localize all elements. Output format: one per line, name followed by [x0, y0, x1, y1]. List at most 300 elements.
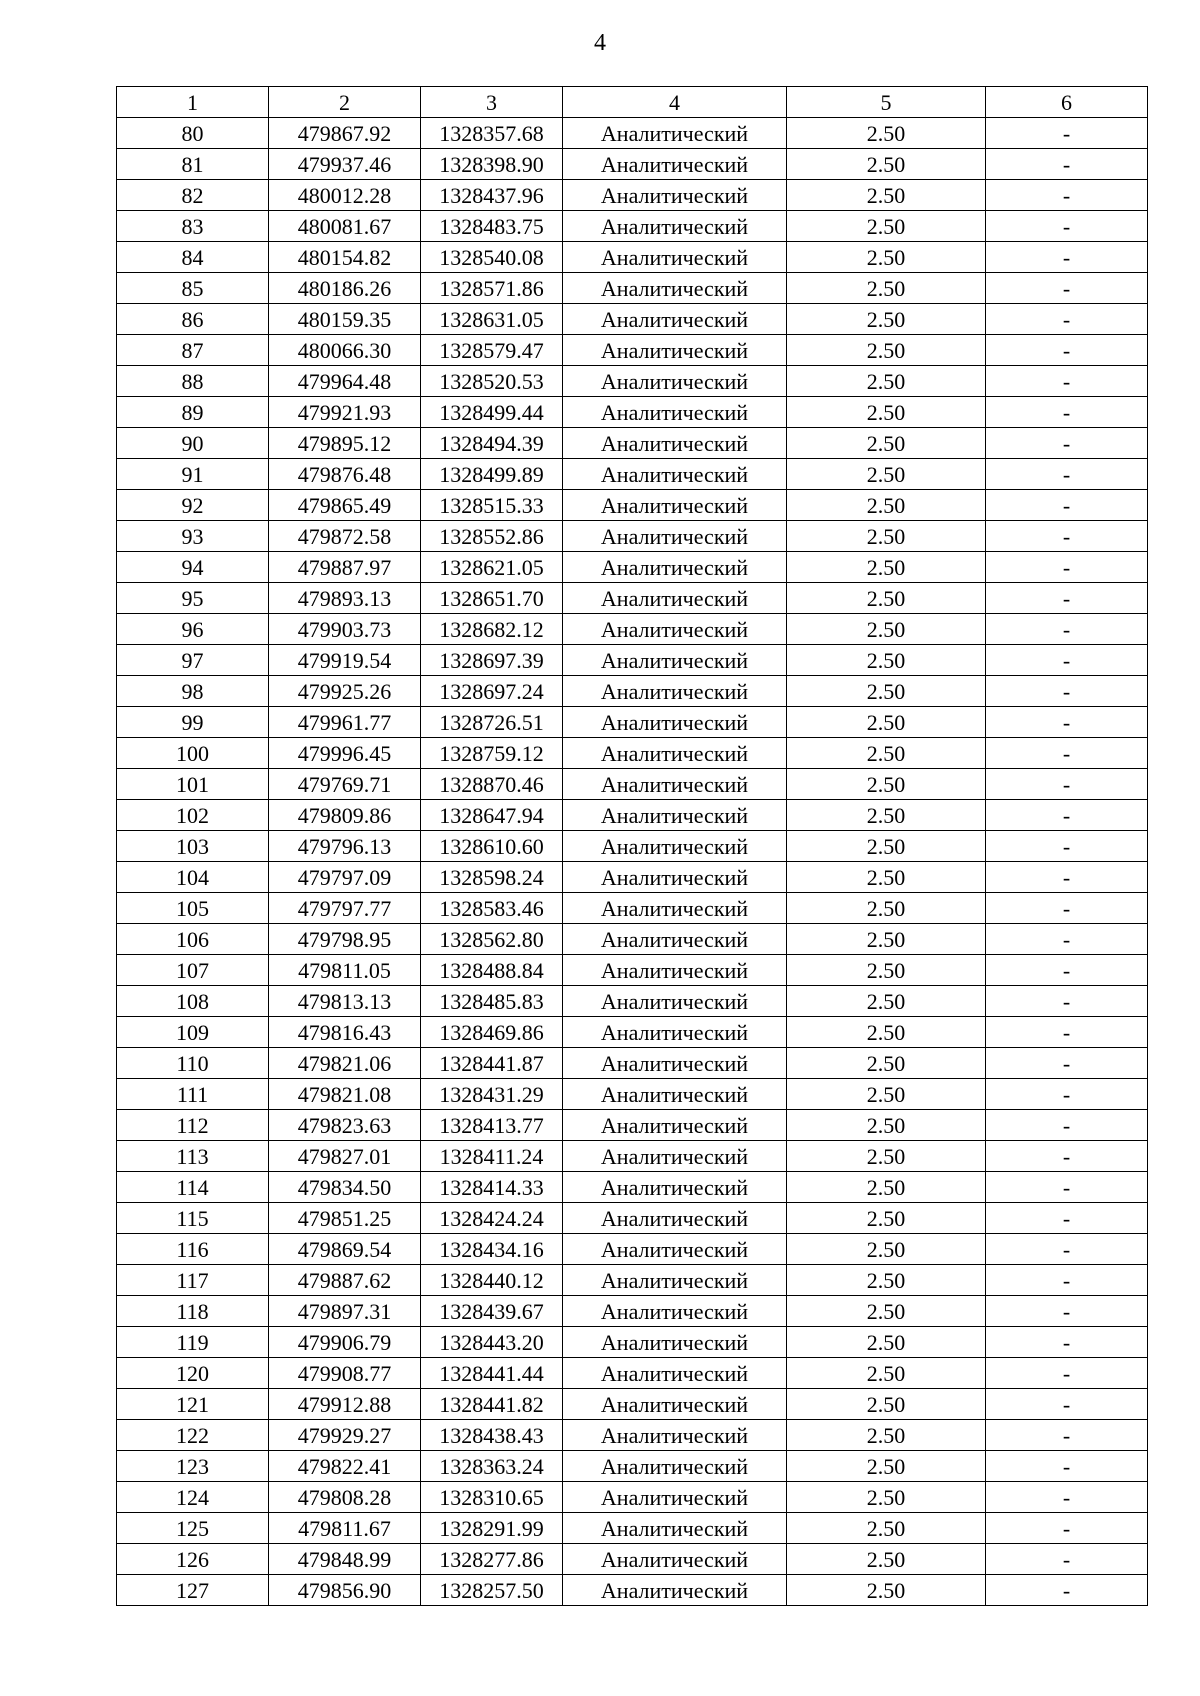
method-cell: Аналитический	[563, 118, 787, 149]
point-number-cell: 98	[117, 676, 269, 707]
x-coordinate-cell: 479797.77	[269, 893, 421, 924]
point-number-cell: 111	[117, 1079, 269, 1110]
y-coordinate-cell: 1328621.05	[421, 552, 563, 583]
accuracy-cell: 2.50	[787, 521, 986, 552]
point-number-cell: 115	[117, 1203, 269, 1234]
point-number-cell: 94	[117, 552, 269, 583]
x-coordinate-cell: 479887.62	[269, 1265, 421, 1296]
table-row	[117, 800, 1148, 831]
table-row	[117, 924, 1148, 955]
x-coordinate-cell: 479798.95	[269, 924, 421, 955]
point-number-cell: 85	[117, 273, 269, 304]
y-coordinate-cell: 1328469.86	[421, 1017, 563, 1048]
table-row	[117, 583, 1148, 614]
y-coordinate-cell: 1328440.12	[421, 1265, 563, 1296]
method-cell: Аналитический	[563, 1327, 787, 1358]
y-coordinate-cell: 1328571.86	[421, 273, 563, 304]
method-cell: Аналитический	[563, 459, 787, 490]
method-cell: Аналитический	[563, 366, 787, 397]
table-row	[117, 1048, 1148, 1079]
method-cell: Аналитический	[563, 1141, 787, 1172]
point-number-cell: 97	[117, 645, 269, 676]
y-coordinate-cell: 1328562.80	[421, 924, 563, 955]
y-coordinate-cell: 1328439.67	[421, 1296, 563, 1327]
method-cell: Аналитический	[563, 552, 787, 583]
point-number-cell: 112	[117, 1110, 269, 1141]
x-coordinate-cell: 479912.88	[269, 1389, 421, 1420]
y-coordinate-cell: 1328443.20	[421, 1327, 563, 1358]
table-row	[117, 1296, 1148, 1327]
x-coordinate-cell: 479869.54	[269, 1234, 421, 1265]
point-number-cell: 121	[117, 1389, 269, 1420]
method-cell: Аналитический	[563, 1358, 787, 1389]
x-coordinate-cell: 479876.48	[269, 459, 421, 490]
note-cell: -	[986, 986, 1148, 1017]
table-row	[117, 955, 1148, 986]
note-cell: -	[986, 242, 1148, 273]
accuracy-cell: 2.50	[787, 1544, 986, 1575]
note-cell: -	[986, 645, 1148, 676]
note-cell: -	[986, 738, 1148, 769]
note-cell: -	[986, 490, 1148, 521]
method-cell: Аналитический	[563, 645, 787, 676]
point-number-cell: 86	[117, 304, 269, 335]
point-number-cell: 102	[117, 800, 269, 831]
accuracy-cell: 2.50	[787, 273, 986, 304]
table-row	[117, 986, 1148, 1017]
accuracy-cell: 2.50	[787, 1048, 986, 1079]
accuracy-cell: 2.50	[787, 366, 986, 397]
note-cell: -	[986, 1017, 1148, 1048]
x-coordinate-cell: 479865.49	[269, 490, 421, 521]
x-coordinate-cell: 479811.67	[269, 1513, 421, 1544]
x-coordinate-cell: 479823.63	[269, 1110, 421, 1141]
accuracy-cell: 2.50	[787, 118, 986, 149]
y-coordinate-cell: 1328583.46	[421, 893, 563, 924]
x-coordinate-cell: 479769.71	[269, 769, 421, 800]
x-coordinate-cell: 479867.92	[269, 118, 421, 149]
point-number-cell: 122	[117, 1420, 269, 1451]
point-number-cell: 103	[117, 831, 269, 862]
method-cell: Аналитический	[563, 614, 787, 645]
note-cell: -	[986, 428, 1148, 459]
table-row	[117, 1544, 1148, 1575]
y-coordinate-cell: 1328540.08	[421, 242, 563, 273]
y-coordinate-cell: 1328631.05	[421, 304, 563, 335]
x-coordinate-cell: 479906.79	[269, 1327, 421, 1358]
column-header-5: 5	[787, 87, 986, 118]
table-row	[117, 180, 1148, 211]
x-coordinate-cell: 480159.35	[269, 304, 421, 335]
y-coordinate-cell: 1328598.24	[421, 862, 563, 893]
note-cell: -	[986, 552, 1148, 583]
table-row	[117, 1079, 1148, 1110]
x-coordinate-cell: 479903.73	[269, 614, 421, 645]
note-cell: -	[986, 118, 1148, 149]
table-row	[117, 273, 1148, 304]
method-cell: Аналитический	[563, 1079, 787, 1110]
method-cell: Аналитический	[563, 1513, 787, 1544]
note-cell: -	[986, 1389, 1148, 1420]
table-row	[117, 428, 1148, 459]
x-coordinate-cell: 479796.13	[269, 831, 421, 862]
y-coordinate-cell: 1328579.47	[421, 335, 563, 366]
table-row	[117, 1482, 1148, 1513]
x-coordinate-cell: 479851.25	[269, 1203, 421, 1234]
x-coordinate-cell: 480154.82	[269, 242, 421, 273]
table-row	[117, 1420, 1148, 1451]
table-row	[117, 1358, 1148, 1389]
x-coordinate-cell: 480066.30	[269, 335, 421, 366]
method-cell: Аналитический	[563, 1234, 787, 1265]
method-cell: Аналитический	[563, 490, 787, 521]
table-row	[117, 1265, 1148, 1296]
note-cell: -	[986, 521, 1148, 552]
note-cell: -	[986, 1358, 1148, 1389]
accuracy-cell: 2.50	[787, 1482, 986, 1513]
point-number-cell: 96	[117, 614, 269, 645]
accuracy-cell: 2.50	[787, 428, 986, 459]
method-cell: Аналитический	[563, 707, 787, 738]
column-header-4: 4	[563, 87, 787, 118]
method-cell: Аналитический	[563, 738, 787, 769]
point-number-cell: 106	[117, 924, 269, 955]
x-coordinate-cell: 479797.09	[269, 862, 421, 893]
note-cell: -	[986, 955, 1148, 986]
table-row	[117, 769, 1148, 800]
point-number-cell: 80	[117, 118, 269, 149]
note-cell: -	[986, 180, 1148, 211]
table-row	[117, 1172, 1148, 1203]
point-number-cell: 91	[117, 459, 269, 490]
method-cell: Аналитический	[563, 242, 787, 273]
accuracy-cell: 2.50	[787, 1389, 986, 1420]
y-coordinate-cell: 1328499.44	[421, 397, 563, 428]
accuracy-cell: 2.50	[787, 552, 986, 583]
x-coordinate-cell: 479809.86	[269, 800, 421, 831]
x-coordinate-cell: 480012.28	[269, 180, 421, 211]
table-row	[117, 521, 1148, 552]
table-row	[117, 335, 1148, 366]
x-coordinate-cell: 479929.27	[269, 1420, 421, 1451]
point-number-cell: 123	[117, 1451, 269, 1482]
column-header-1: 1	[117, 87, 269, 118]
accuracy-cell: 2.50	[787, 211, 986, 242]
table-row	[117, 1327, 1148, 1358]
y-coordinate-cell: 1328434.16	[421, 1234, 563, 1265]
y-coordinate-cell: 1328726.51	[421, 707, 563, 738]
accuracy-cell: 2.50	[787, 180, 986, 211]
x-coordinate-cell: 479872.58	[269, 521, 421, 552]
method-cell: Аналитический	[563, 1265, 787, 1296]
note-cell: -	[986, 893, 1148, 924]
accuracy-cell: 2.50	[787, 1296, 986, 1327]
point-number-cell: 114	[117, 1172, 269, 1203]
point-number-cell: 95	[117, 583, 269, 614]
x-coordinate-cell: 479925.26	[269, 676, 421, 707]
y-coordinate-cell: 1328441.44	[421, 1358, 563, 1389]
y-coordinate-cell: 1328759.12	[421, 738, 563, 769]
note-cell: -	[986, 1327, 1148, 1358]
accuracy-cell: 2.50	[787, 1203, 986, 1234]
table-row	[117, 862, 1148, 893]
x-coordinate-cell: 479834.50	[269, 1172, 421, 1203]
x-coordinate-cell: 479961.77	[269, 707, 421, 738]
table-row	[117, 459, 1148, 490]
y-coordinate-cell: 1328257.50	[421, 1575, 563, 1606]
x-coordinate-cell: 479816.43	[269, 1017, 421, 1048]
table-row	[117, 645, 1148, 676]
accuracy-cell: 2.50	[787, 1451, 986, 1482]
method-cell: Аналитический	[563, 955, 787, 986]
y-coordinate-cell: 1328682.12	[421, 614, 563, 645]
accuracy-cell: 2.50	[787, 769, 986, 800]
method-cell: Аналитический	[563, 1544, 787, 1575]
accuracy-cell: 2.50	[787, 583, 986, 614]
x-coordinate-cell: 479897.31	[269, 1296, 421, 1327]
accuracy-cell: 2.50	[787, 800, 986, 831]
note-cell: -	[986, 1451, 1148, 1482]
point-number-cell: 124	[117, 1482, 269, 1513]
point-number-cell: 120	[117, 1358, 269, 1389]
accuracy-cell: 2.50	[787, 335, 986, 366]
method-cell: Аналитический	[563, 1451, 787, 1482]
y-coordinate-cell: 1328485.83	[421, 986, 563, 1017]
y-coordinate-cell: 1328277.86	[421, 1544, 563, 1575]
table-row	[117, 242, 1148, 273]
note-cell: -	[986, 397, 1148, 428]
point-number-cell: 100	[117, 738, 269, 769]
point-number-cell: 116	[117, 1234, 269, 1265]
x-coordinate-cell: 480186.26	[269, 273, 421, 304]
table-row	[117, 1203, 1148, 1234]
column-header-3: 3	[421, 87, 563, 118]
y-coordinate-cell: 1328441.82	[421, 1389, 563, 1420]
point-number-cell: 105	[117, 893, 269, 924]
note-cell: -	[986, 149, 1148, 180]
point-number-cell: 117	[117, 1265, 269, 1296]
y-coordinate-cell: 1328494.39	[421, 428, 563, 459]
method-cell: Аналитический	[563, 1389, 787, 1420]
accuracy-cell: 2.50	[787, 1327, 986, 1358]
y-coordinate-cell: 1328357.68	[421, 118, 563, 149]
method-cell: Аналитический	[563, 862, 787, 893]
accuracy-cell: 2.50	[787, 614, 986, 645]
table-body	[117, 118, 1148, 1606]
point-number-cell: 83	[117, 211, 269, 242]
accuracy-cell: 2.50	[787, 149, 986, 180]
point-number-cell: 127	[117, 1575, 269, 1606]
accuracy-cell: 2.50	[787, 304, 986, 335]
note-cell: -	[986, 1544, 1148, 1575]
table-row	[117, 304, 1148, 335]
accuracy-cell: 2.50	[787, 242, 986, 273]
y-coordinate-cell: 1328291.99	[421, 1513, 563, 1544]
table-row	[117, 1141, 1148, 1172]
x-coordinate-cell: 479808.28	[269, 1482, 421, 1513]
method-cell: Аналитический	[563, 1110, 787, 1141]
x-coordinate-cell: 479908.77	[269, 1358, 421, 1389]
y-coordinate-cell: 1328610.60	[421, 831, 563, 862]
accuracy-cell: 2.50	[787, 676, 986, 707]
note-cell: -	[986, 831, 1148, 862]
point-number-cell: 119	[117, 1327, 269, 1358]
note-cell: -	[986, 1172, 1148, 1203]
y-coordinate-cell: 1328310.65	[421, 1482, 563, 1513]
y-coordinate-cell: 1328424.24	[421, 1203, 563, 1234]
x-coordinate-cell: 479827.01	[269, 1141, 421, 1172]
accuracy-cell: 2.50	[787, 1017, 986, 1048]
accuracy-cell: 2.50	[787, 1234, 986, 1265]
accuracy-cell: 2.50	[787, 1420, 986, 1451]
y-coordinate-cell: 1328647.94	[421, 800, 563, 831]
note-cell: -	[986, 1141, 1148, 1172]
method-cell: Аналитический	[563, 304, 787, 335]
table-row	[117, 552, 1148, 583]
y-coordinate-cell: 1328414.33	[421, 1172, 563, 1203]
note-cell: -	[986, 273, 1148, 304]
table-row	[117, 707, 1148, 738]
point-number-cell: 99	[117, 707, 269, 738]
note-cell: -	[986, 1110, 1148, 1141]
table-row	[117, 490, 1148, 521]
table-row	[117, 211, 1148, 242]
y-coordinate-cell: 1328515.33	[421, 490, 563, 521]
point-number-cell: 108	[117, 986, 269, 1017]
table-row	[117, 614, 1148, 645]
note-cell: -	[986, 366, 1148, 397]
y-coordinate-cell: 1328398.90	[421, 149, 563, 180]
accuracy-cell: 2.50	[787, 1141, 986, 1172]
table-row	[117, 397, 1148, 428]
header-row	[117, 87, 1148, 118]
accuracy-cell: 2.50	[787, 986, 986, 1017]
x-coordinate-cell: 479895.12	[269, 428, 421, 459]
accuracy-cell: 2.50	[787, 645, 986, 676]
point-number-cell: 93	[117, 521, 269, 552]
y-coordinate-cell: 1328520.53	[421, 366, 563, 397]
note-cell: -	[986, 676, 1148, 707]
method-cell: Аналитический	[563, 1172, 787, 1203]
x-coordinate-cell: 479821.08	[269, 1079, 421, 1110]
table-row	[117, 1451, 1148, 1482]
x-coordinate-cell: 479822.41	[269, 1451, 421, 1482]
table-row	[117, 1513, 1148, 1544]
method-cell: Аналитический	[563, 397, 787, 428]
note-cell: -	[986, 1482, 1148, 1513]
y-coordinate-cell: 1328441.87	[421, 1048, 563, 1079]
note-cell: -	[986, 335, 1148, 366]
x-coordinate-cell: 479964.48	[269, 366, 421, 397]
point-number-cell: 101	[117, 769, 269, 800]
note-cell: -	[986, 211, 1148, 242]
y-coordinate-cell: 1328488.84	[421, 955, 563, 986]
point-number-cell: 81	[117, 149, 269, 180]
accuracy-cell: 2.50	[787, 459, 986, 490]
x-coordinate-cell: 479937.46	[269, 149, 421, 180]
accuracy-cell: 2.50	[787, 831, 986, 862]
point-number-cell: 88	[117, 366, 269, 397]
note-cell: -	[986, 924, 1148, 955]
accuracy-cell: 2.50	[787, 1172, 986, 1203]
accuracy-cell: 2.50	[787, 1079, 986, 1110]
accuracy-cell: 2.50	[787, 738, 986, 769]
note-cell: -	[986, 304, 1148, 335]
table-row	[117, 831, 1148, 862]
method-cell: Аналитический	[563, 211, 787, 242]
column-header-2: 2	[269, 87, 421, 118]
point-number-cell: 92	[117, 490, 269, 521]
x-coordinate-cell: 479856.90	[269, 1575, 421, 1606]
method-cell: Аналитический	[563, 428, 787, 459]
note-cell: -	[986, 1265, 1148, 1296]
table-row	[117, 366, 1148, 397]
column-header-6: 6	[986, 87, 1148, 118]
x-coordinate-cell: 480081.67	[269, 211, 421, 242]
point-number-cell: 84	[117, 242, 269, 273]
method-cell: Аналитический	[563, 273, 787, 304]
note-cell: -	[986, 1079, 1148, 1110]
point-number-cell: 126	[117, 1544, 269, 1575]
method-cell: Аналитический	[563, 831, 787, 862]
table-row	[117, 1110, 1148, 1141]
accuracy-cell: 2.50	[787, 1265, 986, 1296]
table-row	[117, 1234, 1148, 1265]
table-row	[117, 893, 1148, 924]
table-row	[117, 118, 1148, 149]
x-coordinate-cell: 479887.97	[269, 552, 421, 583]
note-cell: -	[986, 1420, 1148, 1451]
accuracy-cell: 2.50	[787, 397, 986, 428]
point-number-cell: 87	[117, 335, 269, 366]
point-number-cell: 90	[117, 428, 269, 459]
y-coordinate-cell: 1328363.24	[421, 1451, 563, 1482]
y-coordinate-cell: 1328552.86	[421, 521, 563, 552]
accuracy-cell: 2.50	[787, 924, 986, 955]
accuracy-cell: 2.50	[787, 862, 986, 893]
point-number-cell: 107	[117, 955, 269, 986]
accuracy-cell: 2.50	[787, 893, 986, 924]
table-row	[117, 1575, 1148, 1606]
x-coordinate-cell: 479848.99	[269, 1544, 421, 1575]
note-cell: -	[986, 862, 1148, 893]
method-cell: Аналитический	[563, 149, 787, 180]
accuracy-cell: 2.50	[787, 490, 986, 521]
accuracy-cell: 2.50	[787, 1575, 986, 1606]
note-cell: -	[986, 707, 1148, 738]
note-cell: -	[986, 800, 1148, 831]
table-row	[117, 676, 1148, 707]
accuracy-cell: 2.50	[787, 1513, 986, 1544]
accuracy-cell: 2.50	[787, 955, 986, 986]
point-number-cell: 110	[117, 1048, 269, 1079]
x-coordinate-cell: 479821.06	[269, 1048, 421, 1079]
y-coordinate-cell: 1328697.24	[421, 676, 563, 707]
y-coordinate-cell: 1328411.24	[421, 1141, 563, 1172]
x-coordinate-cell: 479921.93	[269, 397, 421, 428]
method-cell: Аналитический	[563, 769, 787, 800]
method-cell: Аналитический	[563, 1203, 787, 1234]
note-cell: -	[986, 1575, 1148, 1606]
y-coordinate-cell: 1328499.89	[421, 459, 563, 490]
method-cell: Аналитический	[563, 800, 787, 831]
y-coordinate-cell: 1328651.70	[421, 583, 563, 614]
x-coordinate-cell: 479996.45	[269, 738, 421, 769]
point-number-cell: 104	[117, 862, 269, 893]
table-row	[117, 1017, 1148, 1048]
x-coordinate-cell: 479811.05	[269, 955, 421, 986]
method-cell: Аналитический	[563, 180, 787, 211]
